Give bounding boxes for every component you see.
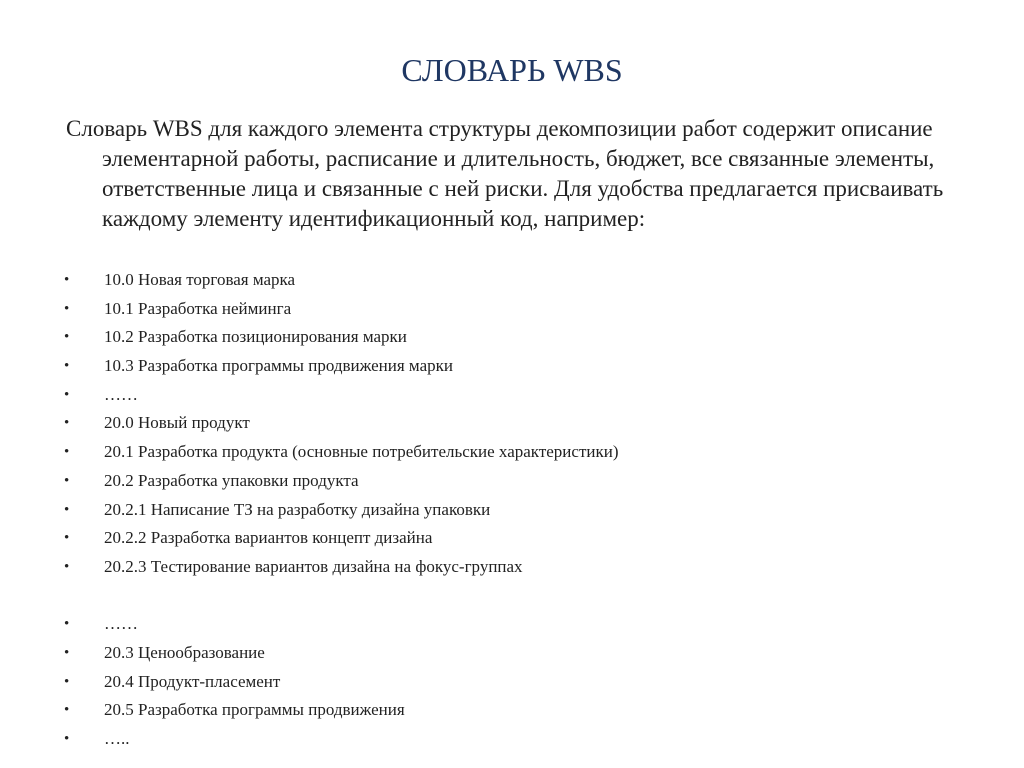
list-item-text: 10.0 Новая торговая марка <box>104 270 296 289</box>
list-item-text: 10.3 Разработка программы продвижения марки <box>104 356 453 376</box>
list-item <box>64 323 964 352</box>
list-item-text: …… <box>104 614 138 634</box>
list-item <box>64 467 964 496</box>
bullet-icon: • <box>64 329 70 346</box>
list-item <box>64 639 964 668</box>
list-item <box>64 524 964 553</box>
list-item <box>64 266 964 295</box>
bullet-icon: • <box>64 272 70 288</box>
bullet-icon: • <box>64 358 70 375</box>
list-item <box>64 496 964 525</box>
wbs-code-list <box>64 266 964 754</box>
list-item <box>64 352 964 381</box>
list-item <box>64 438 964 467</box>
slide-title: СЛОВАРЬ WBS <box>401 52 623 88</box>
list-item-text: 10.2 Разработка позиционирования марки <box>104 327 407 347</box>
list-item-text: 20.2.3 Тестирование вариантов дизайна на фокус-группах <box>104 556 523 576</box>
bullet-icon: • <box>64 644 70 661</box>
list-item-text: 20.1 Разработка продукта (основные потребительские характеристики) <box>104 442 619 462</box>
list-item <box>64 668 964 697</box>
list-item-text: 20.0 Новый продукт <box>104 413 250 433</box>
list-item-text: 20.2 Разработка упаковки продукта <box>104 470 359 490</box>
list-item-text: 10.1 Разработка нейминга <box>104 298 292 318</box>
list-item-text: 20.2.1 Написание ТЗ на разработку дизайна упаковки <box>104 499 491 519</box>
bullet-icon: • <box>64 444 70 461</box>
list-item-text: 20.5 Разработка программы продвижения <box>104 700 405 720</box>
bullet-icon: • <box>64 300 70 317</box>
list-item-text: 20.4 Продукт-пласемент <box>104 671 281 691</box>
list-item-text: …… <box>104 384 138 404</box>
bullet-icon: • <box>64 673 70 690</box>
list-item-text: 20.3 Ценообразование <box>104 642 265 662</box>
list-item <box>64 725 964 754</box>
bullet-icon: • <box>64 501 70 518</box>
intro-paragraph: Словарь WBS для каждого элемента структуры декомпозиции работ содержит описание элементарной работы, расписание и длительность, бюджет, все связанные элементы, ответственные лица и связанные с ней риски. Для удобства предлагается присваивать каждому элементу идентификационный код, например: <box>66 116 944 231</box>
bullet-icon: • <box>64 558 70 575</box>
list-item-text: 20.2.2 Разработка вариантов концепт дизайна <box>104 528 433 548</box>
list-item <box>64 409 964 438</box>
list-item-text: ….. <box>104 729 130 748</box>
list-spacer <box>64 582 964 611</box>
bullet-icon: • <box>64 472 70 489</box>
bullet-icon: • <box>64 415 70 432</box>
list-item <box>64 381 964 410</box>
bullet-icon: • <box>64 616 70 633</box>
list-item <box>64 553 964 582</box>
bullet-icon: • <box>64 386 70 403</box>
bullet-icon: • <box>64 702 70 719</box>
bullet-icon: • <box>64 731 70 747</box>
list-item <box>64 696 964 725</box>
bullet-icon: • <box>64 530 70 547</box>
list-item <box>64 295 964 324</box>
list-item <box>64 610 964 639</box>
